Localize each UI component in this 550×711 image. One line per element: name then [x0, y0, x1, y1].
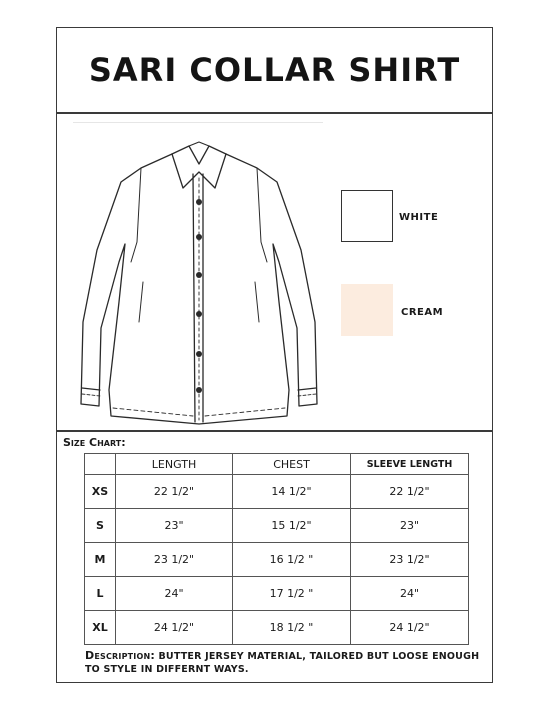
sleeve-cell: 22 1/2"	[351, 475, 469, 509]
chest-cell: 14 1/2"	[233, 475, 351, 509]
cream-label: CREAM	[401, 307, 444, 318]
table-row	[85, 475, 469, 509]
divider	[73, 122, 323, 123]
length-cell: 22 1/2"	[116, 475, 233, 509]
table-header-row	[85, 454, 469, 475]
size-cell: XS	[85, 475, 116, 509]
cream-swatch	[341, 284, 393, 336]
size-chart-label: Size Chart:	[63, 436, 126, 449]
description-lead: Description:	[85, 649, 155, 662]
size-cell: L	[85, 577, 116, 611]
size-cell: M	[85, 543, 116, 577]
table-row	[85, 543, 469, 577]
sleeve-cell: 23 1/2"	[351, 543, 469, 577]
sleeve-cell: 24 1/2"	[351, 611, 469, 645]
description-text: BUTTER JERSEY MATERIAL, TAILORED BUT LOOSE ENOUGH TO STYLE IN DIFFERNT WAYS.	[85, 651, 480, 675]
size-chart-table	[84, 453, 469, 645]
header-chest: CHEST	[233, 454, 351, 475]
length-cell: 24 1/2"	[116, 611, 233, 645]
table-row	[85, 509, 469, 543]
length-cell: 23 1/2"	[116, 543, 233, 577]
description	[85, 649, 485, 676]
chest-cell: 17 1/2 "	[233, 577, 351, 611]
sleeve-cell: 24"	[351, 577, 469, 611]
chest-cell: 16 1/2 "	[233, 543, 351, 577]
illustration-panel	[57, 114, 492, 432]
header-sleeve-length: SLEEVE LENGTH	[351, 454, 469, 475]
header-size	[85, 454, 116, 475]
table-row	[85, 577, 469, 611]
title-box	[57, 28, 492, 114]
table-row	[85, 611, 469, 645]
length-cell: 23"	[116, 509, 233, 543]
white-swatch	[341, 190, 393, 242]
white-label: WHITE	[399, 212, 439, 223]
product-title: SARI COLLAR SHIRT	[88, 51, 461, 89]
shirt-illustration	[79, 132, 319, 428]
header-length: LENGTH	[116, 454, 233, 475]
chest-cell: 15 1/2"	[233, 509, 351, 543]
size-cell: XL	[85, 611, 116, 645]
product-sheet	[56, 27, 493, 683]
size-cell: S	[85, 509, 116, 543]
chest-cell: 18 1/2 "	[233, 611, 351, 645]
length-cell: 24"	[116, 577, 233, 611]
sleeve-cell: 23"	[351, 509, 469, 543]
